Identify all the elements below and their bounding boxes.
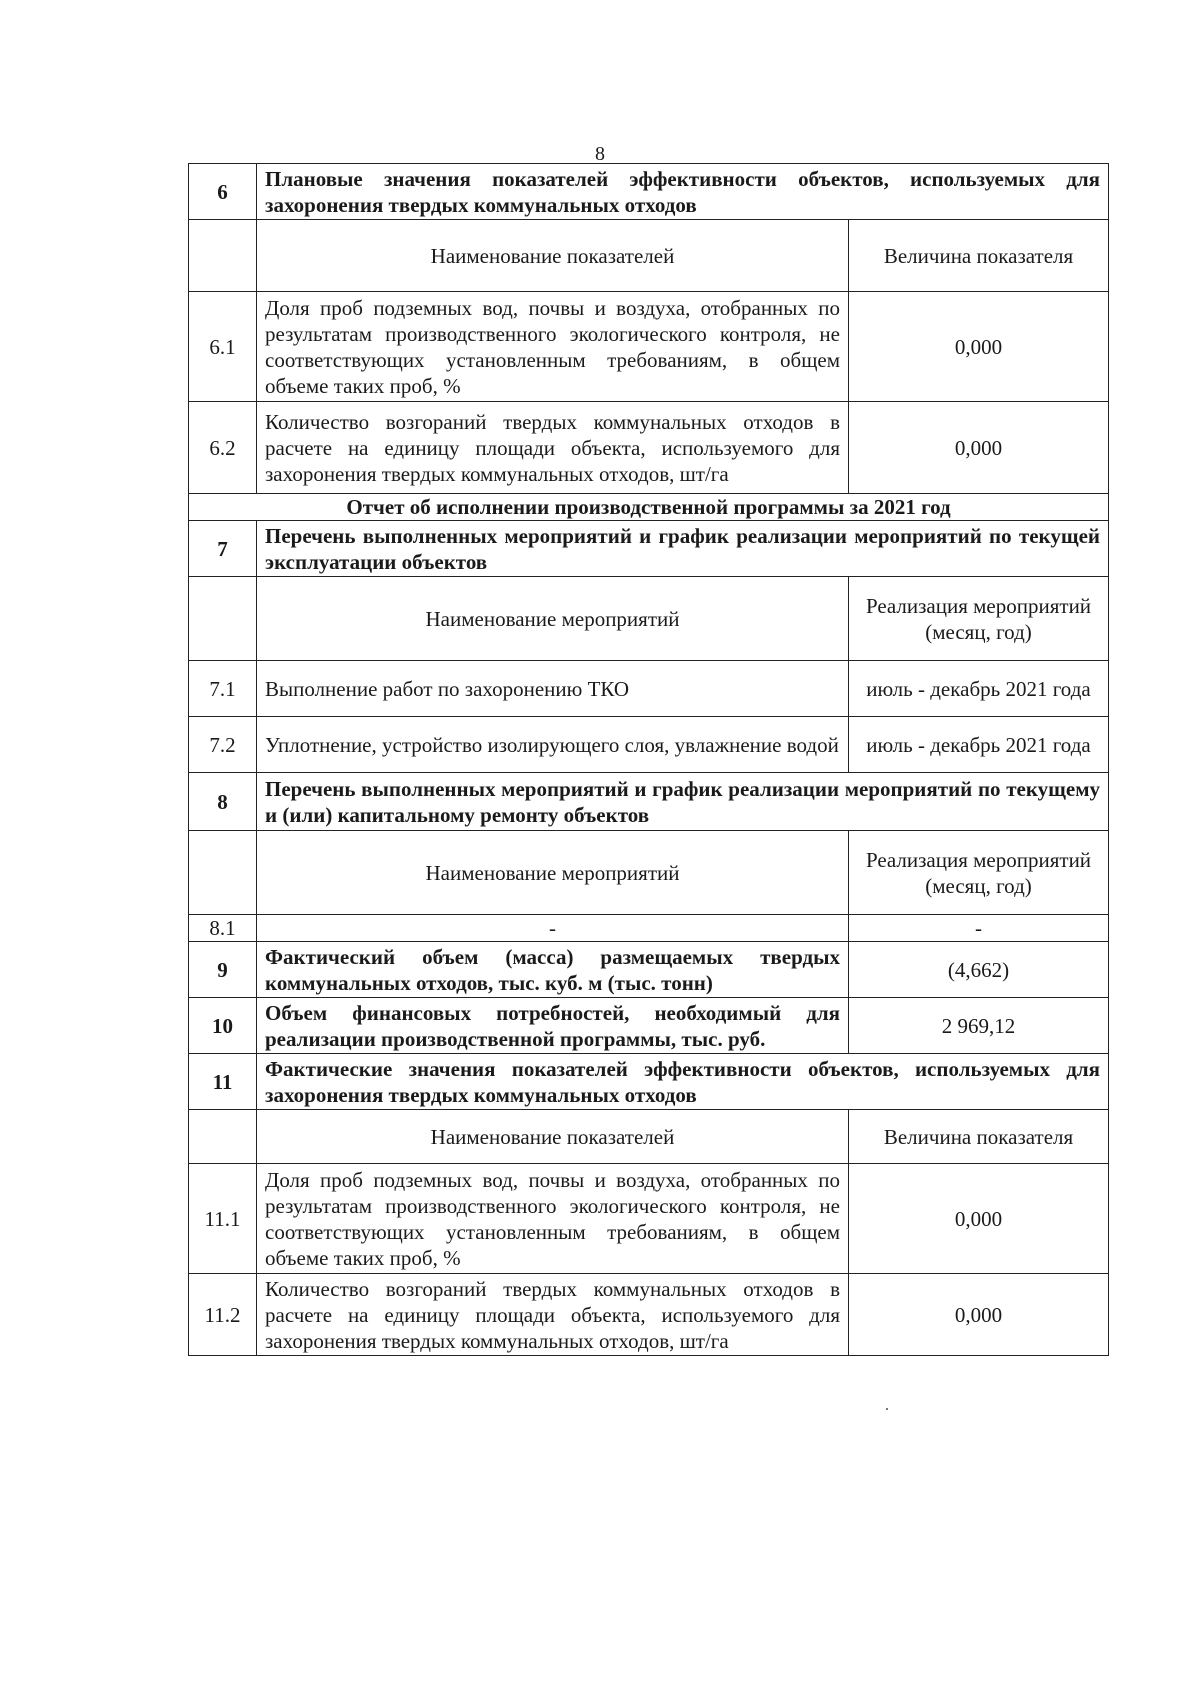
section-6-header-row — [189, 164, 1109, 220]
empty-cell — [189, 1110, 257, 1164]
section-title: Объем финансовых потребностей, необходимый для реализации производственной программы, тыс. руб. — [257, 998, 849, 1054]
section-9-row — [189, 942, 1109, 998]
table-row — [189, 402, 1109, 494]
table-row — [189, 915, 1109, 942]
report-heading: Отчет об исполнении производственной программы за 2021 год — [189, 494, 1109, 521]
row-value: июль - декабрь 2021 года — [849, 717, 1109, 773]
row-number: 7.1 — [189, 661, 257, 717]
column-header-value: Величина показателя — [849, 1110, 1109, 1164]
row-number: 11.2 — [189, 1274, 257, 1356]
row-text: Доля проб подземных вод, почвы и воздуха, отобранных по результатам производственного экологического контроля, не соответствующих установленным требованиям, в общем объеме таких проб, % — [257, 292, 849, 402]
row-value: июль - декабрь 2021 года — [849, 661, 1109, 717]
column-header-value: Величина показателя — [849, 220, 1109, 292]
section-number: 10 — [189, 998, 257, 1054]
section-value: 2 969,12 — [849, 998, 1109, 1054]
section-number: 7 — [189, 521, 257, 577]
column-header-row — [189, 577, 1109, 661]
section-title: Перечень выполненных мероприятий и график реализации мероприятий по текущему и (или) капитальному ремонту объектов — [257, 773, 1109, 831]
table-row — [189, 1164, 1109, 1274]
section-10-row — [189, 998, 1109, 1054]
row-text: Уплотнение, устройство изолирующего слоя, увлажнение водой — [257, 717, 849, 773]
row-number: 7.2 — [189, 717, 257, 773]
column-header-row — [189, 1110, 1109, 1164]
section-title: Перечень выполненных мероприятий и график реализации мероприятий по текущей эксплуатации объектов — [257, 521, 1109, 577]
section-title: Фактический объем (масса) размещаемых твердых коммунальных отходов, тыс. куб. м (тыс. тонн) — [257, 942, 849, 998]
row-value: - — [849, 915, 1109, 942]
section-title: Плановые значения показателей эффективности объектов, используемых для захоронения твердых коммунальных отходов — [257, 164, 1109, 220]
column-header-row — [189, 220, 1109, 292]
row-value: 0,000 — [849, 292, 1109, 402]
row-text: Доля проб подземных вод, почвы и воздуха, отобранных по результатам производственного экологического контроля, не соответствующих установленным требованиям, в общем объеме таких проб, % — [257, 1164, 849, 1274]
table-row — [189, 292, 1109, 402]
column-header-value: Реализация мероприятий (месяц, год) — [849, 831, 1109, 915]
report-table — [188, 163, 1109, 1356]
column-header-name: Наименование показателей — [257, 1110, 849, 1164]
row-text: Количество возгораний твердых коммунальных отходов в расчете на единицу площади объекта, используемого для захоронения твердых коммунальных отходов, шт/га — [257, 402, 849, 494]
column-header-row — [189, 831, 1109, 915]
section-number: 9 — [189, 942, 257, 998]
column-header-value: Реализация мероприятий (месяц, год) — [849, 577, 1109, 661]
row-text: - — [257, 915, 849, 942]
column-header-name: Наименование показателей — [257, 220, 849, 292]
section-7-header-row — [189, 521, 1109, 577]
empty-cell — [189, 831, 257, 915]
row-number: 6.1 — [189, 292, 257, 402]
row-value: 0,000 — [849, 402, 1109, 494]
row-text: Количество возгораний твердых коммунальных отходов в расчете на единицу площади объекта, используемого для захоронения твердых коммунальных отходов, шт/га — [257, 1274, 849, 1356]
column-header-name: Наименование мероприятий — [257, 577, 849, 661]
table-row — [189, 1274, 1109, 1356]
section-8-header-row — [189, 773, 1109, 831]
column-header-name: Наименование мероприятий — [257, 831, 849, 915]
scan-speck — [886, 1408, 888, 1410]
section-number: 8 — [189, 773, 257, 831]
empty-cell — [189, 577, 257, 661]
row-value: 0,000 — [849, 1164, 1109, 1274]
row-number: 8.1 — [189, 915, 257, 942]
section-number: 6 — [189, 164, 257, 220]
table-row — [189, 717, 1109, 773]
row-number: 6.2 — [189, 402, 257, 494]
table-row — [189, 661, 1109, 717]
row-number: 11.1 — [189, 1164, 257, 1274]
section-number: 11 — [189, 1054, 257, 1110]
section-value: (4,662) — [849, 942, 1109, 998]
row-text: Выполнение работ по захоронению ТКО — [257, 661, 849, 717]
page-number: 8 — [595, 143, 605, 165]
section-title: Фактические значения показателей эффективности объектов, используемых для захоронения твердых коммунальных отходов — [257, 1054, 1109, 1110]
row-value: 0,000 — [849, 1274, 1109, 1356]
empty-cell — [189, 220, 257, 292]
report-heading-row — [189, 494, 1109, 521]
section-11-header-row — [189, 1054, 1109, 1110]
